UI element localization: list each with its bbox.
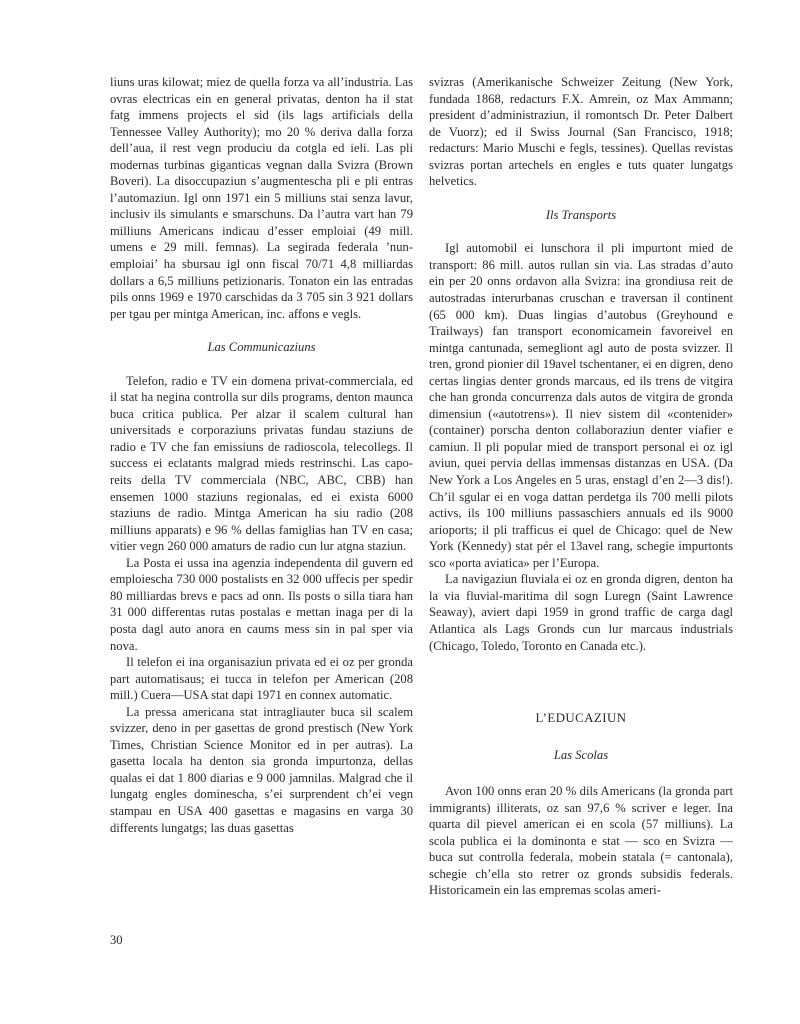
heading-transports: Ils Transports (545, 207, 617, 222)
paragraph-pressa: La pressa americana stat intragliauter buca sil scalem svizzer, deno in per gasettas de grond prestisch (New York Times, Christian Science Monitor ed in per autras). La gasetta locala ha denton sia gronda impurtonza, dellas qualas ei dat 1 800 diarias e 9 000 jamnilas. Malgrad che il lungatg engles domineschа, s’ei surprendent ch’ei vegn stampau en USA 400 gasettas e magasins en varga 30 differents lungatgs; las duas gasettas (110, 704, 413, 835)
paragraph-gasettas-svizras: svizras (Amerikanische Schweizer Zeitung (New York, fundada 1868, redacturs F.X. Amrein, oz Max Ammann; president d’administraziun, il romontsch Dr. Peter Dalbert de Vuorz); ed il Swiss Journal (San Francisco, 1918; redacturs: Mario Muschi e fegls, tessines). Quellas revistas svizras portan artechels en engles e tuts quater lungatgs helvetics. (429, 75, 733, 189)
heading-educaziun: L’EDUCAZIUN (535, 711, 627, 726)
heading-communicaziuns: Las Communicaziuns (207, 340, 316, 355)
paragraph-telefon-radio-tv: Telefon, radio e TV ein domena privat-commerciala, ed il stat ha negina controlla sur dils programs, denton maunca buca critica publica. Per alzar il scalem cultural han universitads e corporaziuns privatas fundau staziuns de radio e TV che fan emissiuns de radioscola, telecollegs. Il success ei eclatants malgrad mieds restrinschi. Las capo-reits della TV commerciala (NBC, ABC, CBB) han ensemen 1000 staziuns regionalas, ed ei exista 6000 staziuns de radio. Mintga American ha siu radio (208 milliuns apparats) e 96 % dellas famiglias han TV en casa; vitier vegn 260 000 amaturs de radio cun lur atgna staziun. (110, 373, 413, 554)
paragraph-telefon: Il telefon ei ina organisaziun privata ed ei oz per gronda part automatisaus; ei tucca in telefon per American (208 mill.) Cuera—USA stat dapi 1971 en connex automatic. (110, 655, 413, 703)
page-number: 30 (110, 933, 123, 947)
paragraph-energy-continued: liuns uras kilowat; miez de quella forza va all’industria. Las ovras electricas ein en general privatas, denton ha il stat fatg immens projects el sid (ils lags artificials della Tennessee Valley Authority); mo 20 % deriva dalla forza dell’aua, il rest vegn produciu da cotgla ed ieli. Las pli modernas turbinas giganticas vegnan dalla Svizra (Brown Boveri). La disoccupaziun s’augmentescha pli e pli entras l’automaziun. Igl onn 1971 ein 5 milliuns stai senza lavur, inclusiv ils simulants e smarschuns. Da l’autra vart han 79 milliuns Americans indicau d’esser emploiai (49 mill. umens e 29 mill. femnas). La segirada federala ’nun-emploiai’ ha sbursau igl onn fiscal 70/71 4,8 milliardas dollars a 6,5 milliuns petizionaris. Tonaton ein las entradas pils onns 1969 e 1970 carschidas da 3 705 sin 3 921 dollars per tgau per mintga American, inc. affons e vegls. (110, 75, 413, 321)
paragraph-navigaziun: La navigaziun fluviala ei oz en gronda digren, denton ha la via fluvial-maritima dil sogn Luregn (Saint Lawrence Seaway), aviert dapi 1959 in grond traffic de carga dagl Atlantica als Lags Gronds cun lur marcaus industrials (Chicago, Toledo, Toronto en Canada etc.). (429, 572, 733, 653)
paragraph-automobil: Igl automobil ei lunschora il pli impurtont mied de transport: 86 mill. autos rullan sin via. Las stradas d’auto ein per 20 onns ordavon alla Svizra: ina grondiusa reit de autostradas interurbanas cruschan e traversan il continent (65 000 km). Duas lingias d’autobus (Greyhound e Trailways) fan transport economicamein favoreivel en mintga cantunada, semegliont agl auto de posta svizzer. Il tren, grond pionier dil 19avel tschentaner, ei en digren, deno certas lingias denter gronds marcaus, ed ils trens de vitgira che han gronda concurrenza dals autos de vitgira de gronda dimensiun («autotrens»). Il niev sistem dil «contenider» (container) porscha denton collaboraziun denter viafier e camiun. Il pli popular mied de transport personal ei oz igl aviun, quei pervia dellas immensas distanzas en USA. (Da New York a Los Angeles en 5 uras, enstagl d’en 2—3 dis!). Ch’il sgular ei en voga dattan perdetga ils 700 melli pilots activs, ils 100 milliuns passaschiers annuals ed ils 9000 arioports; il pli trafficus ei quel de Chicago: quel de New York (Kennedy) stat pér el 13avel rang, schegie impurtonts sco «porta aviatica» per l’Europa. (429, 241, 733, 570)
paragraph-posta: La Posta ei ussa ina agenzia independenta dil guvern ed emploiescha 730 000 postalists en 32 000 uffecis per spedir 80 milliardas brevs e pacs ad onn. Ils posts o silla tiara han 31 000 differentas rutas postalas e mettan inaga per di la posta dagl auto anora en caums mess sin in pal sper via nova. (110, 555, 413, 653)
heading-scolas: Las Scolas (553, 747, 609, 762)
left-column (110, 74, 413, 836)
paragraph-scolas: Avon 100 onns eran 20 % dils Americans (la gronda part immigrants) illiterats, oz san 97,6 % scriver e leger. Ina quarta dil pievel american ei en scola (57 milliuns). La scola publica ei la dominonta e stat — sco en Svizra — buca sut controlla federala, mobein statala (= cantonala), schegie ch’ella sto retrer oz gronds subsidis federals. Historicamein ein las empremas scolas ameri- (429, 784, 733, 898)
right-column (429, 74, 733, 899)
